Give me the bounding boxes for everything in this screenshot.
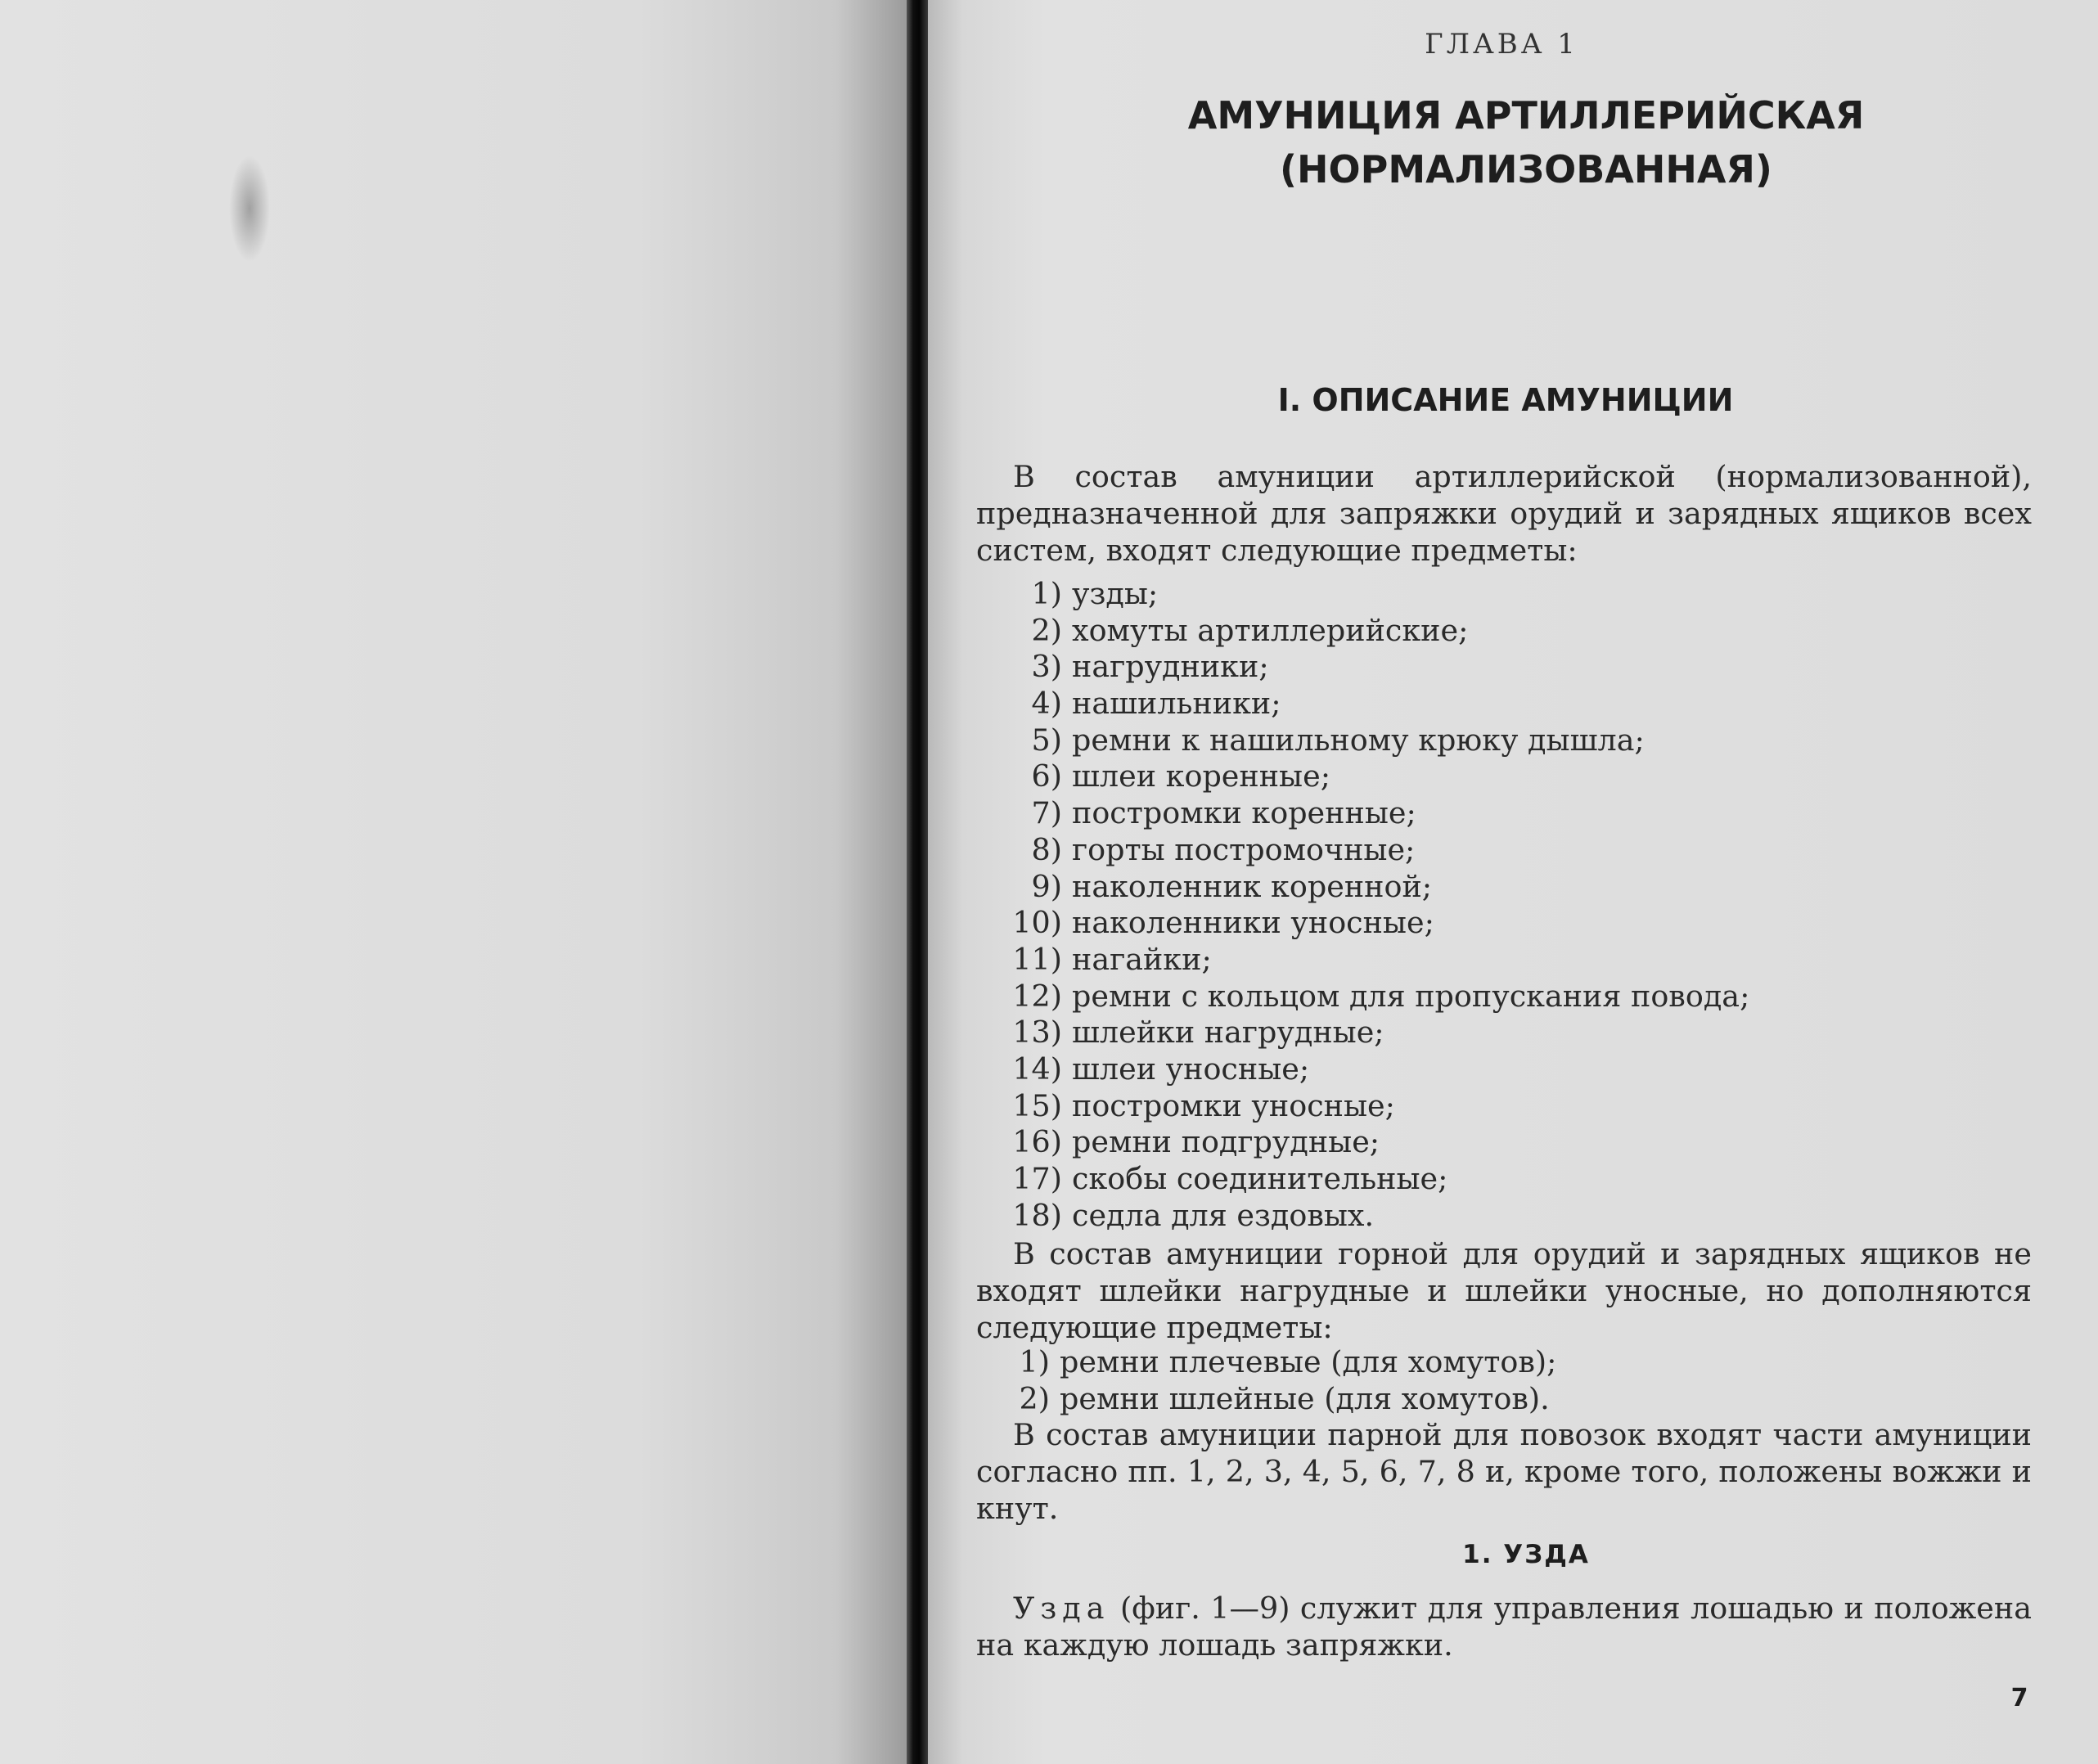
amunition-list [976, 576, 2032, 1234]
list-item [976, 758, 2032, 795]
list-item [976, 1380, 2032, 1417]
list-item-number: 4) [1031, 686, 1062, 722]
left-page-blank [0, 0, 908, 1764]
list-item-text: седла для ездовых. [1072, 1197, 1375, 1233]
list-item-number: 5) [1031, 722, 1062, 758]
list-item-number: 7) [1031, 795, 1062, 831]
book-gutter [907, 0, 928, 1764]
list-item-text: нашильники; [1072, 686, 1281, 722]
list-item-text: хомуты артиллерийские; [1072, 612, 1469, 648]
mountain-paragraph: В состав амуниции горной для орудий и зарядных ящиков не входят шлейки нагрудные и шлейки уносные, но дополняются следующие предметы: [976, 1236, 2032, 1345]
list-item [976, 979, 2032, 1015]
bridle-paragraph [976, 1590, 2032, 1663]
intro-paragraph: В состав амуниции артиллерийской (нормализованной), предназначенной для запряжки орудий и зарядных ящиков всех систем, входят следующие предметы: [976, 459, 2032, 568]
subsection-title: 1. УЗДА [1462, 1540, 1590, 1569]
ink-smudge [229, 155, 270, 262]
list-item [976, 1161, 2032, 1198]
list-item [976, 722, 2032, 759]
chapter-title [1064, 88, 1988, 196]
list-item [976, 795, 2032, 832]
list-item-number: 3) [1031, 649, 1062, 685]
list-item-text: шлеи коренные; [1072, 758, 1331, 794]
list-item-text: ремни с кольцом для пропускания повода; [1072, 978, 1750, 1014]
list-item-text: постромки уносные; [1072, 1087, 1395, 1123]
list-item-number: 12) [1012, 978, 1062, 1014]
list-item-number: 9) [1031, 868, 1062, 904]
bridle-text: (фиг. 1—9) служит для управления лошадью и положена на каждую лошадь запряжки. [976, 1591, 2032, 1663]
list-item-number: 2) [1019, 1381, 1050, 1416]
list-item [976, 869, 2032, 906]
list-item-number: 8) [1031, 831, 1062, 867]
chapter-title-line-1: АМУНИЦИЯ АРТИЛЛЕРИЙСКАЯ [1187, 93, 1865, 137]
list-item-number: 11) [1012, 941, 1062, 977]
chapter-label: ГЛАВА 1 [1425, 28, 1578, 61]
list-item [976, 1015, 2032, 1051]
list-item-text: нагрудники; [1072, 649, 1269, 685]
list-item [976, 1343, 2032, 1380]
list-item [976, 832, 2032, 869]
list-item-text: шлеи уносные; [1072, 1051, 1310, 1087]
list-item-text: узды; [1072, 576, 1159, 611]
list-item [976, 649, 2032, 686]
list-item-number: 16) [1012, 1124, 1062, 1160]
list-item-text: ремни к нашильному крюку дышла; [1072, 722, 1645, 758]
list-item [976, 1198, 2032, 1235]
list-item-text: постромки коренные; [1072, 795, 1416, 831]
list-item-number: 17) [1012, 1161, 1062, 1196]
list-item-text: ремни шлейные (для хомутов). [1060, 1381, 1550, 1416]
page-number: 7 [2010, 1684, 2028, 1712]
list-item [976, 1088, 2032, 1125]
list-item-number: 15) [1012, 1087, 1062, 1123]
list-item [976, 686, 2032, 722]
pair-paragraph: В состав амуниции парной для повозок входят части амуниции согласно пп. 1, 2, 3, 4, 5, 6, 7, 8 и, кроме того, положены вожжи и кнут. [976, 1417, 2032, 1526]
list-item-text: скобы соединительные; [1072, 1161, 1448, 1196]
list-item [976, 576, 2032, 613]
list-item-text: ремни плечевые (для хомутов); [1060, 1344, 1557, 1379]
list-item-number: 10) [1012, 905, 1062, 941]
list-item-number: 2) [1031, 612, 1062, 648]
list-item-number: 13) [1012, 1015, 1062, 1051]
list-item-number: 1) [1019, 1344, 1050, 1379]
list-item-text: наколенники уносные; [1072, 905, 1434, 941]
list-item [976, 905, 2032, 942]
list-item-text: горты постромочные; [1072, 831, 1416, 867]
list-item-text: наколенник коренной; [1072, 868, 1433, 904]
list-item [976, 1051, 2032, 1088]
list-item-number: 1) [1031, 576, 1062, 611]
list-item-number: 6) [1031, 758, 1062, 794]
bridle-term: Узда [1013, 1591, 1110, 1626]
list-item [976, 942, 2032, 979]
list-item [976, 1124, 2032, 1161]
list-item-text: ремни подгрудные; [1072, 1124, 1380, 1160]
list-item-number: 18) [1012, 1197, 1062, 1233]
list-item-text: шлейки нагрудные; [1072, 1015, 1384, 1051]
list-item-text: нагайки; [1072, 941, 1212, 977]
mountain-list [976, 1343, 2032, 1417]
list-item-number: 14) [1012, 1051, 1062, 1087]
list-item [976, 613, 2032, 650]
chapter-title-line-2: (НОРМАЛИЗОВАННАЯ) [1280, 147, 1772, 191]
section-title: I. ОПИСАНИЕ АМУНИЦИИ [1277, 382, 1734, 418]
